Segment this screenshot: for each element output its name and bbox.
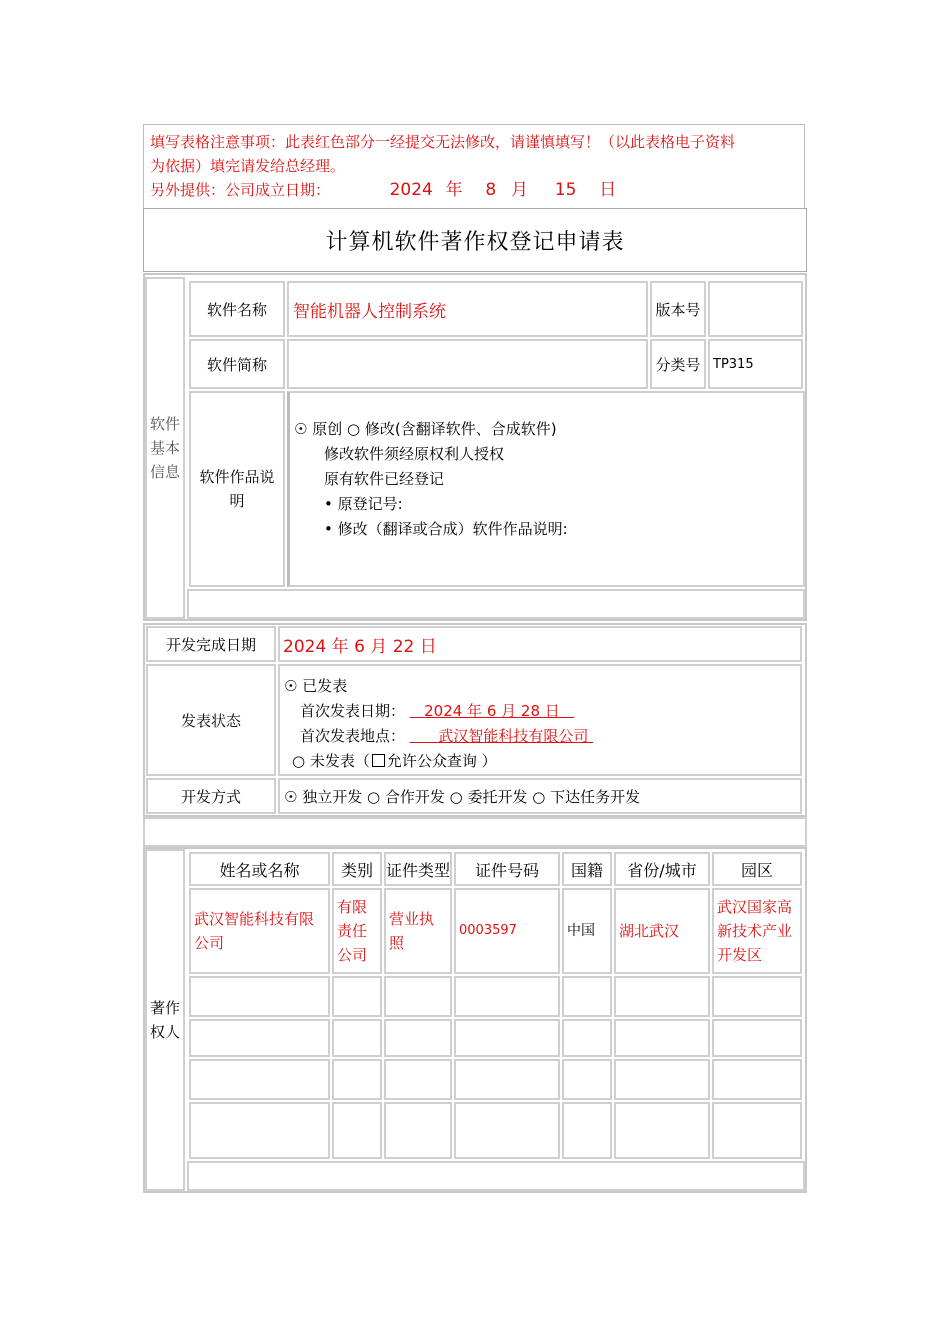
header-nationality: 国籍 [562,852,612,886]
publish-status-field [278,664,802,776]
empty-owner-cell[interactable] [712,1059,802,1100]
registered-text: 原有软件已经登记 [324,470,445,488]
first-publish-place [300,725,593,746]
owners-label-cell [145,849,185,1191]
empty-owner-cell[interactable] [332,1019,382,1057]
empty-owner-cell[interactable] [712,976,802,1017]
software-abbr-label: 软件简称 [189,339,285,389]
empty-owner-cell[interactable] [332,976,382,1017]
original-modify-radio[interactable]: ☉ 原创 ○ 修改(含翻译软件、合成软件) [294,420,557,438]
original-reg-no[interactable]: • 原登记号: [324,495,403,513]
empty-owner-cell[interactable] [614,1102,710,1159]
first-publish-date [300,700,574,721]
version-label: 版本号 [650,281,706,337]
notice-line-1: 填写表格注意事项：此表红色部分一经提交无法修改，请谨慎填写！（以此表格电子资料 [150,133,736,151]
establish-date-label: 另外提供：公司成立日期： [150,181,331,199]
empty-owner-cell[interactable] [712,1102,802,1159]
empty-owner-cell[interactable] [189,976,330,1017]
empty-owner-cell[interactable] [332,1102,382,1159]
owners-spacer [187,1161,805,1191]
notice-line-2: 为依据）填完请发给总经理。 [150,157,346,175]
form-title: 计算机软件著作权登记申请表 [143,208,807,272]
unpublished-row [292,750,497,771]
owner-id-number-cell[interactable]: 0003597 [454,888,560,974]
basic-info-label-1: 软件 [149,415,180,433]
empty-owner-cell[interactable] [384,1102,452,1159]
notice-line-3 [150,178,798,202]
establish-month[interactable]: 8 [485,180,497,200]
description-label-1: 软件作品说 [199,468,275,486]
version-field[interactable] [708,281,803,337]
empty-owner-cell[interactable] [562,976,612,1017]
empty-owner-cell[interactable] [614,1059,710,1100]
owner-name-cell[interactable]: 武汉智能科技有限公司 [189,888,330,974]
first-publish-place-value[interactable]: 武汉智能科技有限公司 [438,727,589,745]
public-query-checkbox[interactable] [372,754,385,767]
empty-owner-cell[interactable] [454,1019,560,1057]
description-label-2: 明 [229,492,245,510]
empty-owner-cell[interactable] [454,976,560,1017]
section-spacer [143,817,807,847]
basic-info-label-3: 信息 [149,463,180,481]
day-unit: 日 [599,180,617,200]
establish-year[interactable]: 2024 [389,180,433,200]
empty-owner-cell[interactable] [562,1102,612,1159]
first-publish-date-value[interactable]: 2024 年 6 月 28 日 [424,702,560,720]
dev-method-label: 开发方式 [146,778,276,814]
owner-city-cell[interactable]: 湖北武汉 [614,888,710,974]
software-name-label: 软件名称 [189,281,285,337]
description-field [287,391,805,587]
owners-label-1: 著作 [149,999,180,1017]
empty-owner-cell[interactable] [454,1102,560,1159]
first-publish-date-label: 首次发表日期： [300,702,406,720]
basic-info-spacer [187,589,805,619]
header-id-number: 证件号码 [454,852,560,886]
completion-date-value: 2024 年 6 月 22 日 [283,636,437,657]
header-type: 类别 [332,852,382,886]
empty-owner-cell[interactable] [332,1059,382,1100]
software-name-value: 智能机器人控制系统 [293,301,446,322]
software-abbr-field[interactable] [287,339,648,389]
header-province-city: 省份/城市 [614,852,710,886]
year-unit: 年 [445,180,463,200]
unpublished-radio[interactable]: ○ 未发表（ [292,752,370,770]
published-radio[interactable]: ☉ 已发表 [284,677,348,695]
class-label: 分类号 [650,339,706,389]
header-name: 姓名或名称 [189,852,330,886]
owners-label-2: 权人 [149,1023,180,1041]
header-park: 园区 [712,852,802,886]
description-label [189,391,285,587]
empty-owner-cell[interactable] [454,1059,560,1100]
empty-owner-cell[interactable] [614,976,710,1017]
first-publish-place-label: 首次发表地点： [300,727,406,745]
dev-method-field [278,778,802,814]
completion-date-field[interactable] [278,626,802,662]
owner-type-cell[interactable]: 有限责任公司 [332,888,382,974]
basic-info-label-2: 基本 [149,439,180,457]
establish-day[interactable]: 15 [554,180,577,200]
empty-owner-cell[interactable] [712,1019,802,1057]
month-unit: 月 [511,180,529,200]
modify-auth-text: 修改软件须经原权利人授权 [324,445,505,463]
owner-nationality-cell[interactable]: 中国 [562,888,612,974]
publish-status-label: 发表状态 [146,664,276,776]
completion-date-label: 开发完成日期 [146,626,276,662]
class-value: TP315 [713,356,754,372]
empty-owner-cell[interactable] [384,1019,452,1057]
empty-owner-cell[interactable] [384,1059,452,1100]
empty-owner-cell[interactable] [384,976,452,1017]
dev-method-options[interactable]: ☉ 独立开发 ○ 合作开发 ○ 委托开发 ○ 下达任务开发 [284,787,641,806]
empty-owner-cell[interactable] [189,1102,330,1159]
empty-owner-cell[interactable] [189,1059,330,1100]
owner-park-cell[interactable]: 武汉国家高新技术产业开发区 [712,888,802,974]
empty-owner-cell[interactable] [562,1059,612,1100]
public-query-label: 允许公众查询 ） [386,752,497,770]
header-id-type: 证件类型 [384,852,452,886]
modification-description[interactable]: • 修改（翻译或合成）软件作品说明: [324,520,568,538]
fill-notice [143,124,805,209]
empty-owner-cell[interactable] [614,1019,710,1057]
empty-owner-cell[interactable] [562,1019,612,1057]
basic-info-label-cell [145,277,185,619]
class-field[interactable] [708,339,803,389]
software-name-field[interactable] [287,281,648,337]
empty-owner-cell[interactable] [189,1019,330,1057]
owner-id-type-cell[interactable]: 营业执照 [384,888,452,974]
